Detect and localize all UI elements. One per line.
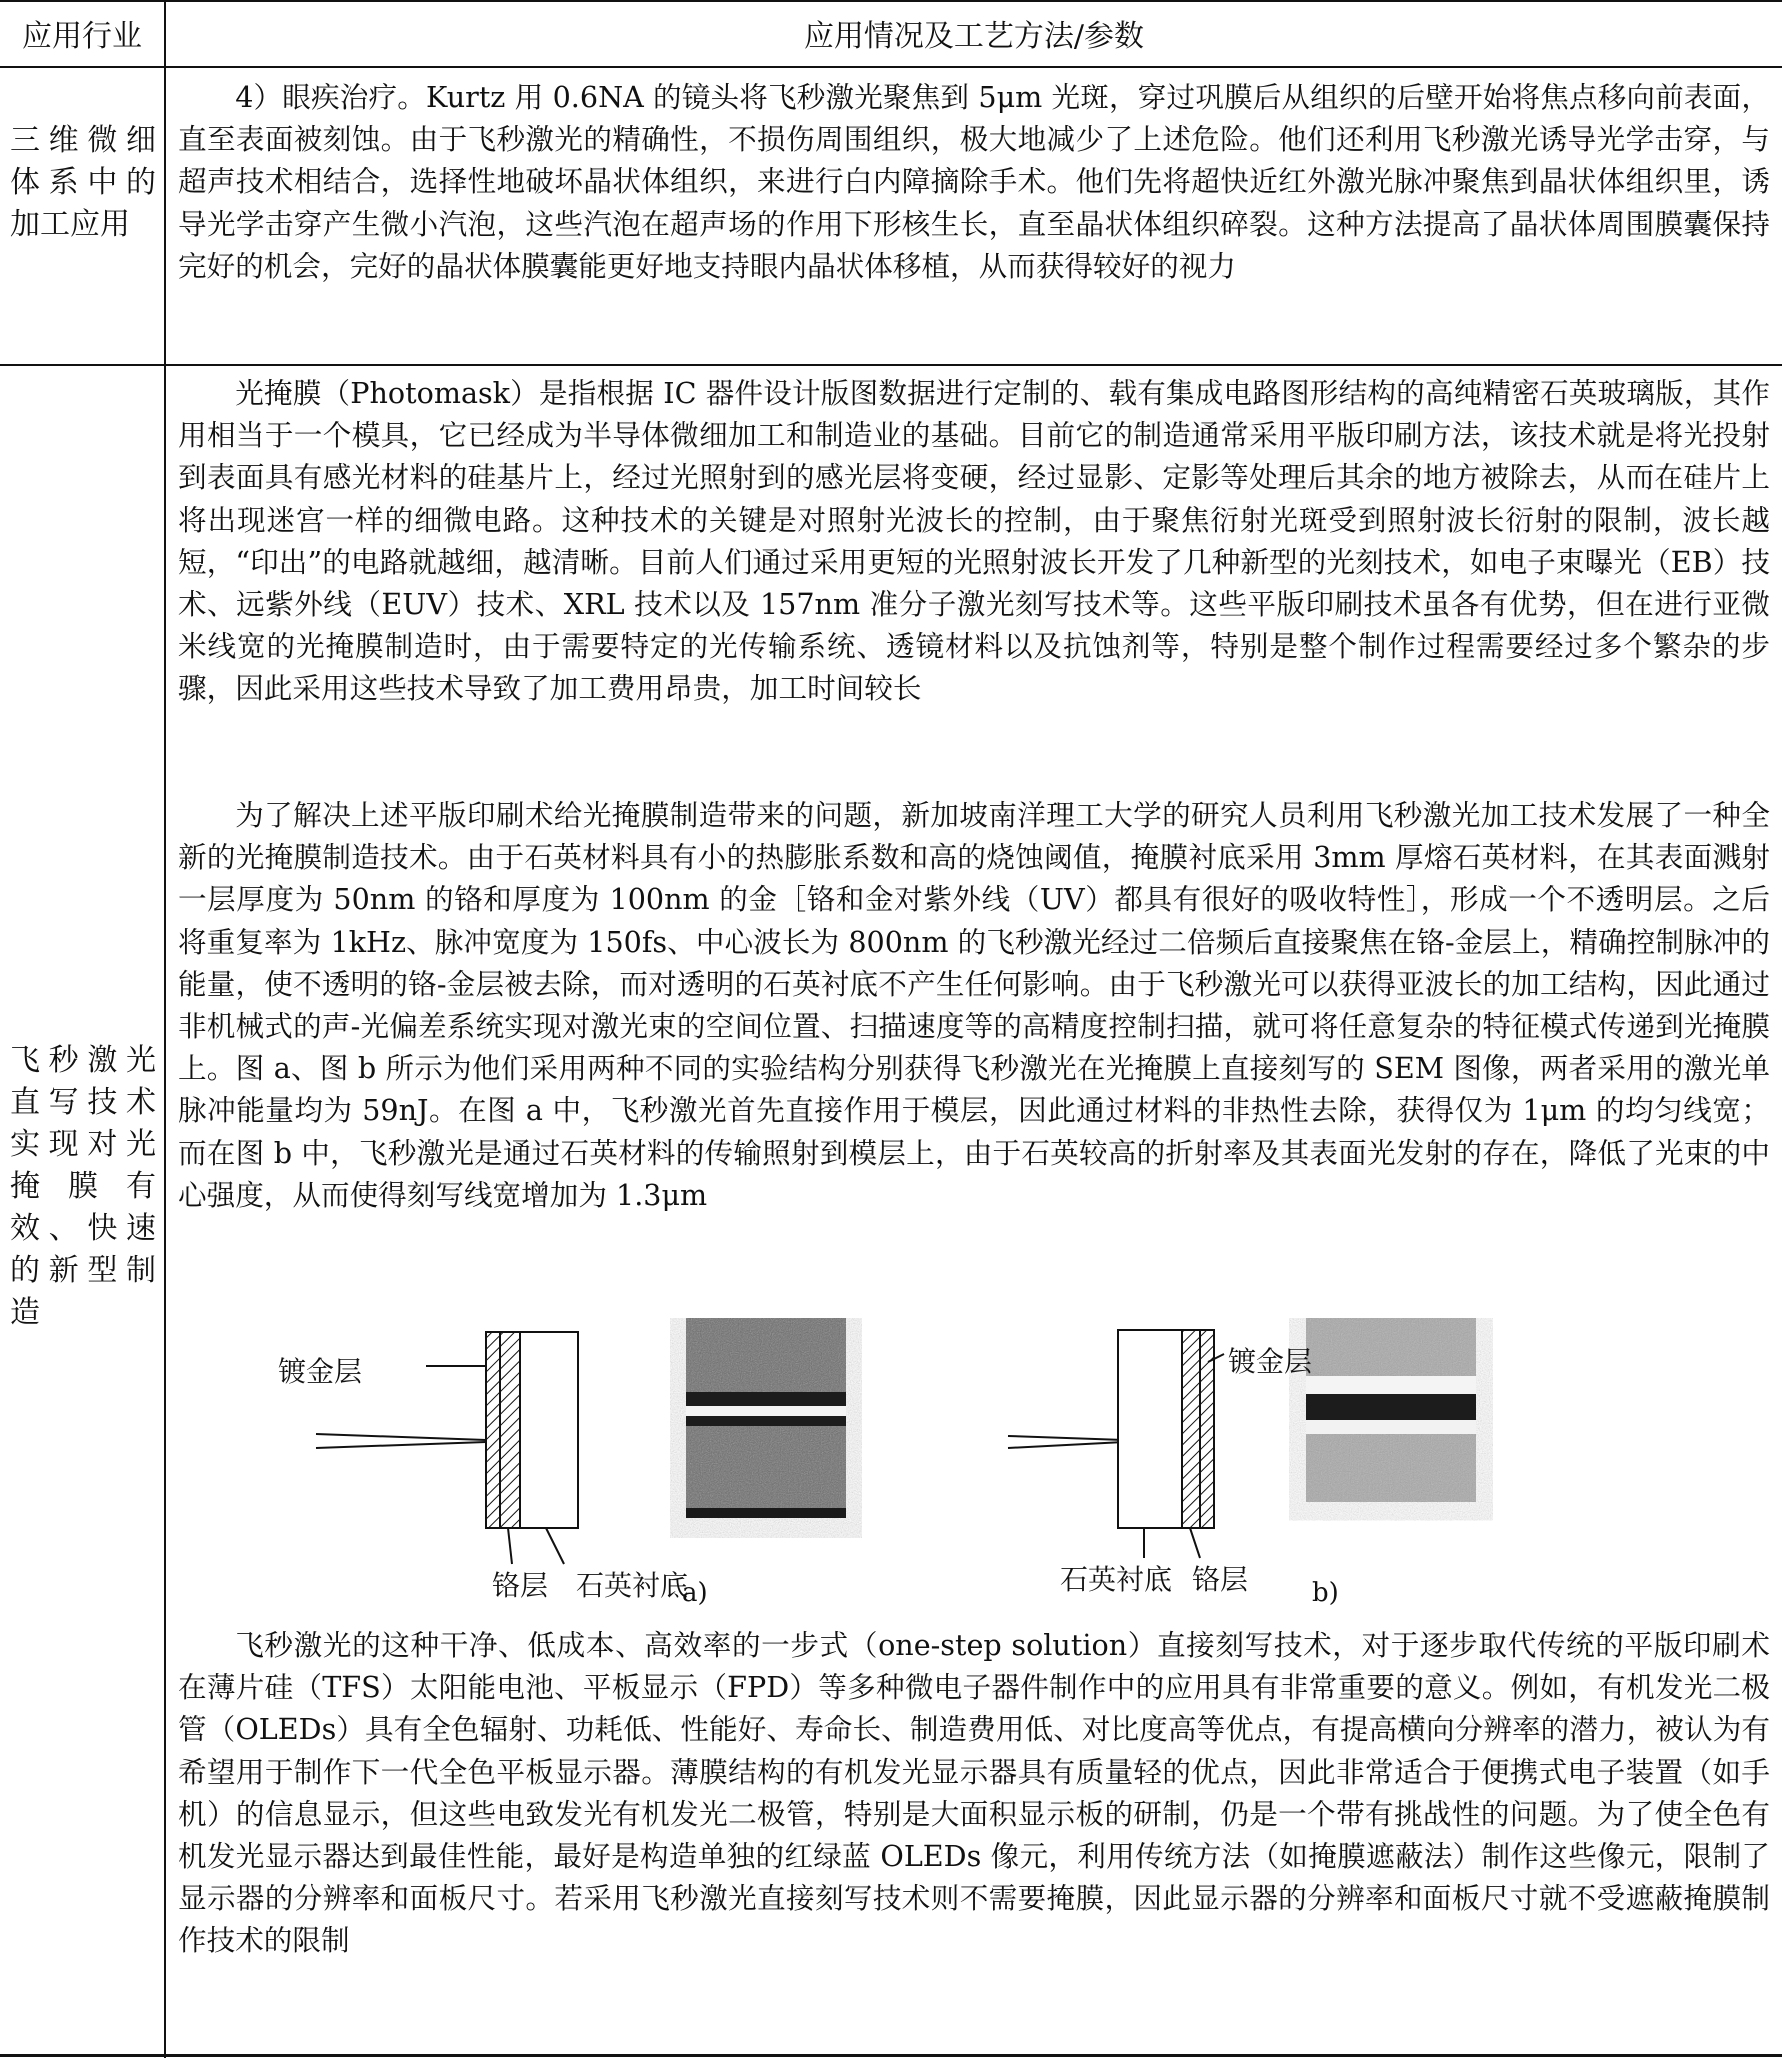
row1-paragraph: 4）眼疾治疗。Kurtz 用 0.6NA 的镜头将飞秒激光聚焦到 5μm 光斑，穿过巩膜后从组织的后壁开始将焦点移向前表面，直至表面被刻蚀。由于飞秒激光的精确性，不损伤周围组织，极大地减少了上述危险。他们还利用飞秒激光诱导光学击穿，与超声技术相结合，选择性地破坏晶状体组织，来进行白内障摘除手术。他们先将超快近红外激光脉冲聚焦到晶状体组织里，诱导光学击穿产生微小汽泡，这些汽泡在超声场的作用下形核生长，直至晶状体组织碎裂。这种方法提高了晶状体周围膜囊保持完好的机会，完好的晶状体膜囊能更好地支持眼内晶状体移植，从而获得较好的视力 <box>178 80 1770 283</box>
quartz-substrate-a <box>520 1332 578 1528</box>
header-industry: 应用行业 <box>22 19 142 54</box>
quartz-label-b: 石英衬底 <box>1060 1563 1173 1596</box>
column-divider <box>164 0 166 2058</box>
gold-layer-label-a: 镀金层 <box>278 1355 363 1388</box>
diagram-b <box>1008 1330 1224 1558</box>
row2-paragraph-2: 为了解决上述平版印刷术给光掩膜制造带来的问题，新加坡南洋理工大学的研究人员利用飞秒激光加工技术发展了一种全新的光掩膜制造技术。由于石英材料具有小的热膨胀系数和高的烧蚀阈值，掩膜衬底采用 3mm 厚熔石英材料，在其表面溅射一层厚度为 50nm 的铬和厚度为 100nm 的金［铬和金对紫外线（UV）都具有很好的吸收特性］，形成一个不透明层。之后将重复率为 1kHz、脉冲宽度为 150fs、中心波长为 800nm 的飞秒激光经过二倍频后直接聚焦在铬-金层上，精确控制脉冲的能量，使不透明的铬-金层被去除，而对透明的石英衬底不产生任何影响。由于飞秒激光可以获得亚波长的加工结构，因此通过非机械式的声-光偏差系统实现对激光束的空间位置、扫描速度等的高精度控制扫描，就可将任意复杂的特征模式传递到光掩膜上。图 a、图 b 所示为他们采用两种不同的实验结构分别获得飞秒激光在光掩膜上直接刻写的 SEM 图像，两者采用的激光单脉冲能量均为 59nJ。在图 a 中，飞秒激光首先直接作用于模层，因此通过材料的非热性去除，获得仅为 1μm 的均匀线宽；而在图 b 中，飞秒激光是通过石英材料的传输照射到模层上，由于石英较高的折射率及其表面光发射的存在，降低了光束的中心强度，从而使得刻写线宽增加为 1.3μm <box>178 798 1770 1212</box>
sem-image-a <box>686 1318 846 1518</box>
industry-label-row1: 三维微细体系中的加工应用 <box>10 123 156 242</box>
chrome-layer-label-a: 铬层 <box>492 1569 549 1602</box>
row-divider <box>0 364 1782 366</box>
row2-paragraph-1: 光掩膜（Photomask）是指根据 IC 器件设计版图数据进行定制的、载有集成电路图形结构的高纯精密石英玻璃版，其作用相当于一个模具，它已经成为半导体微细加工和制造业的基础。目前它的制造通常采用平版印刷方法，该技术就是将光投射到表面具有感光材料的硅基片上，经过光照射到的感光层将变硬，经过显影、定影等处理后其余的地方被除去，从而在硅片上将出现迷宫一样的细微电路。这种技术的关键是对照射光波长的控制，由于聚焦衍射光斑受到照射波长衍射的限制，波长越短，“印出”的电路就越细，越清晰。目前人们通过采用更短的光照射波长开发了几种新型的光刻技术，如电子束曝光（EB）技术、远紫外线（EUV）技术、XRL 技术以及 157nm 准分子激光刻写技术等。这些平版印刷技术虽各有优势，但在进行亚微米线宽的光掩膜制造时，由于需要特定的光传输系统、透镜材料以及抗蚀剂等，特别是整个制作过程需要经过多个繁杂的步骤，因此采用这些技术导致了加工费用昂贵，加工时间较长 <box>178 376 1770 706</box>
figure-diagrams <box>166 1318 1782 1618</box>
chrome-layer-a <box>500 1332 520 1528</box>
chrome-layer-label-b: 铬层 <box>1192 1563 1249 1596</box>
sem-image-b <box>1306 1318 1476 1502</box>
row2-paragraph-3: 飞秒激光的这种干净、低成本、高效率的一步式（one-step solution）直接刻写技术，对于逐步取代传统的平版印刷术在薄片硅（TFS）太阳能电池、平板显示（FPD）等多种微电子器件制作中的应用具有非常重要的意义。例如，有机发光二极管（OLEDs）具有全色辐射、功耗低、性能好、寿命长、制造费用低、对比度高等优点，有提高横向分辨率的潜力，被认为有希望用于制作下一代全色平板显示器。薄膜结构的有机发光显示器具有质量轻的优点，因此非常适合于便携式电子装置（如手机）的信息显示，但这些电致发光有机发光二极管，特别是大面积显示板的研制，仍是一个带有挑战性的问题。为了使全色有机发光显示器达到最佳性能，最好是构造单独的红绿蓝 OLEDs 像元，利用传统方法（如掩膜遮蔽法）制作这些像元，限制了显示器的分辨率和面板尺寸。若采用飞秒激光直接刻写技术则不需要掩膜，因此显示器的分辨率和面板尺寸就不受遮蔽掩膜制作技术的限制 <box>178 1628 1770 1958</box>
table-bottom-rule <box>0 2054 1782 2057</box>
gold-layer-label-b: 镀金层 <box>1228 1345 1313 1378</box>
industry-label-row2: 飞秒激光直写技术实现对光掩膜有效、快速的新型制造 <box>10 1043 156 1330</box>
gold-layer-a <box>486 1332 500 1528</box>
quartz-label-a: 石英衬底 <box>576 1569 689 1602</box>
photomask-figure <box>166 1318 1782 1618</box>
caption-a: a) <box>682 1578 708 1608</box>
chrome-layer-b <box>1182 1330 1200 1528</box>
header-application: 应用情况及工艺方法/参数 <box>803 19 1145 54</box>
caption-b: b) <box>1312 1578 1339 1608</box>
header-rule <box>0 66 1782 68</box>
quartz-substrate-b <box>1118 1330 1182 1528</box>
